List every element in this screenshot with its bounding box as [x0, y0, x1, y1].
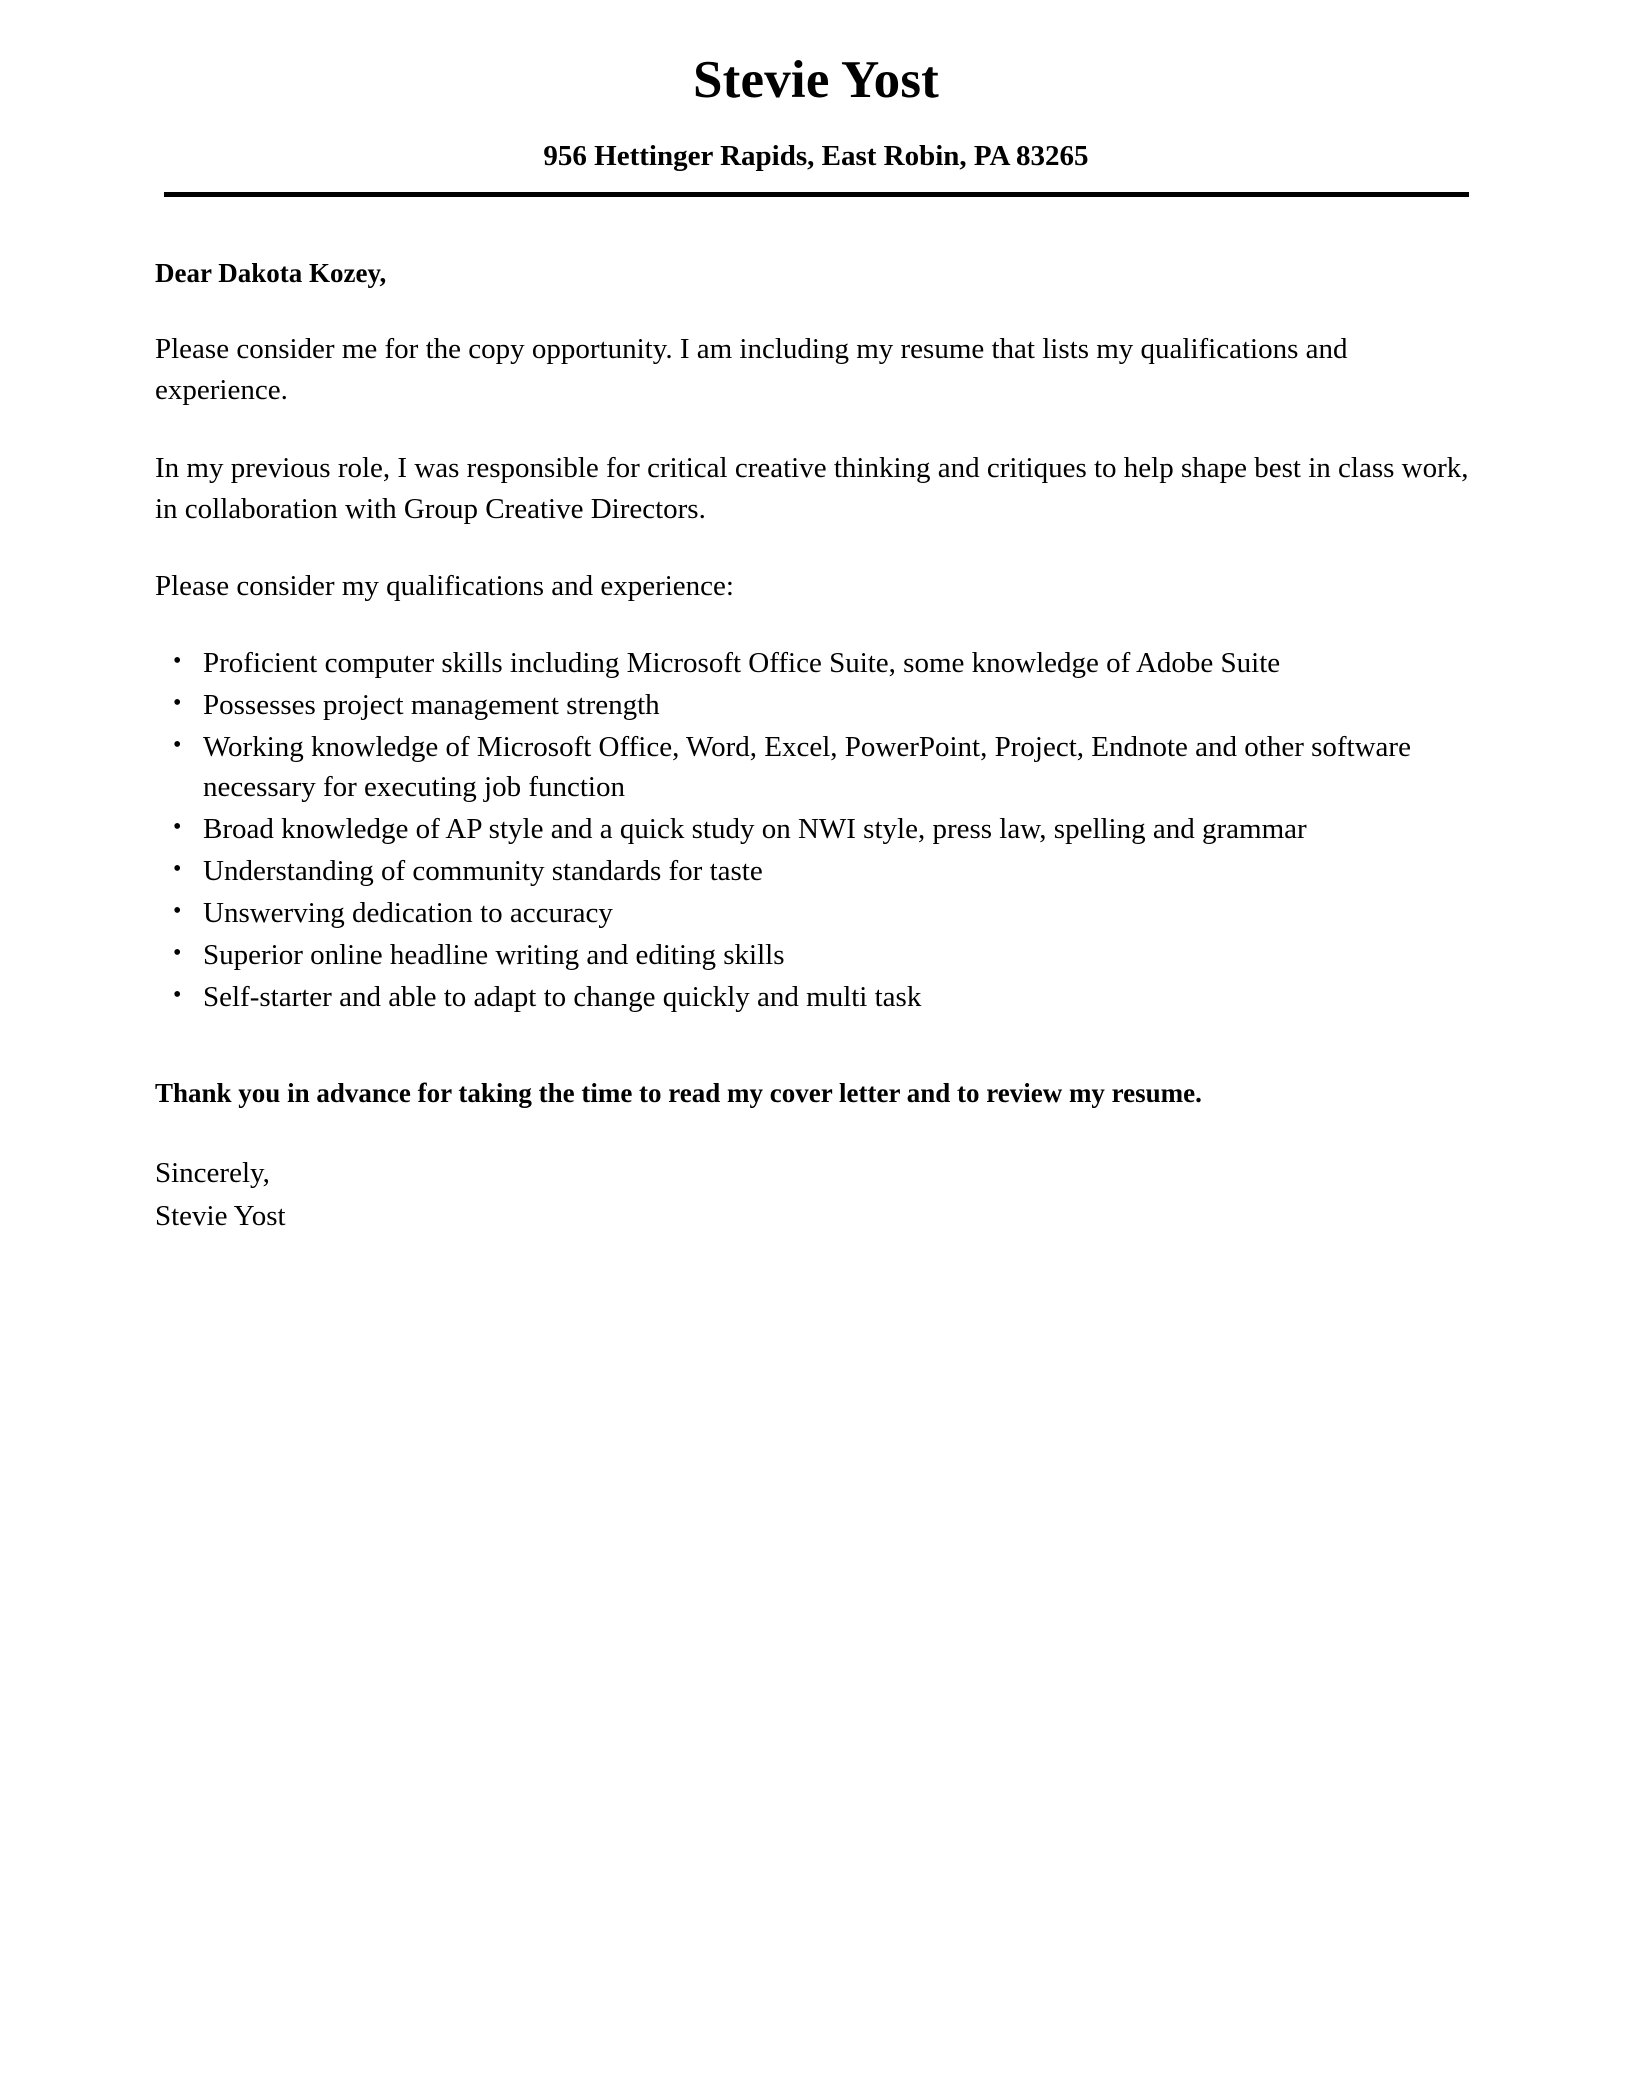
list-item: • Unswerving dedication to accuracy	[155, 893, 1477, 933]
qualifications-list	[155, 643, 1477, 1017]
list-item: • Self-starter and able to adapt to change quickly and multi task	[155, 977, 1477, 1017]
page-title: Stevie Yost	[692, 51, 940, 109]
signoff-block	[155, 1152, 1477, 1239]
salutation: Dear Dakota Kozey,	[155, 257, 387, 288]
candidate-address: 956 Hettinger Rapids, East Robin, PA 83265	[543, 139, 1089, 172]
list-item: • Proficient computer skills including Microsoft Office Suite, some knowledge of Adobe Suite	[155, 643, 1477, 683]
list-item: • Working knowledge of Microsoft Office, Word, Excel, PowerPoint, Project, Endnote and other software necessary for executing job function	[155, 727, 1477, 807]
letter-body	[0, 197, 1632, 1239]
list-item: • Understanding of community standards for taste	[155, 851, 1477, 891]
list-item: • Superior online headline writing and editing skills	[155, 935, 1477, 975]
list-item: • Possesses project management strength	[155, 685, 1477, 725]
closing-salutation: Sincerely,	[155, 1156, 270, 1189]
letterhead	[0, 0, 1632, 197]
body-paragraph-1: Please consider me for the copy opportunity. I am including my resume that lists my qualifications and experience.	[155, 333, 1348, 407]
body-paragraph-2: In my previous role, I was responsible for critical creative thinking and critiques to help shape best in class work, in collaboration with Group Creative Directors.	[155, 451, 1469, 525]
list-item: • Broad knowledge of AP style and a quick study on NWI style, press law, spelling and grammar	[155, 809, 1477, 849]
signature-name: Stevie Yost	[155, 1200, 286, 1233]
closing-thanks: Thank you in advance for taking the time to read my cover letter and to review my resume.	[155, 1078, 1202, 1109]
qualifications-intro: Please consider my qualifications and experience:	[155, 569, 734, 602]
